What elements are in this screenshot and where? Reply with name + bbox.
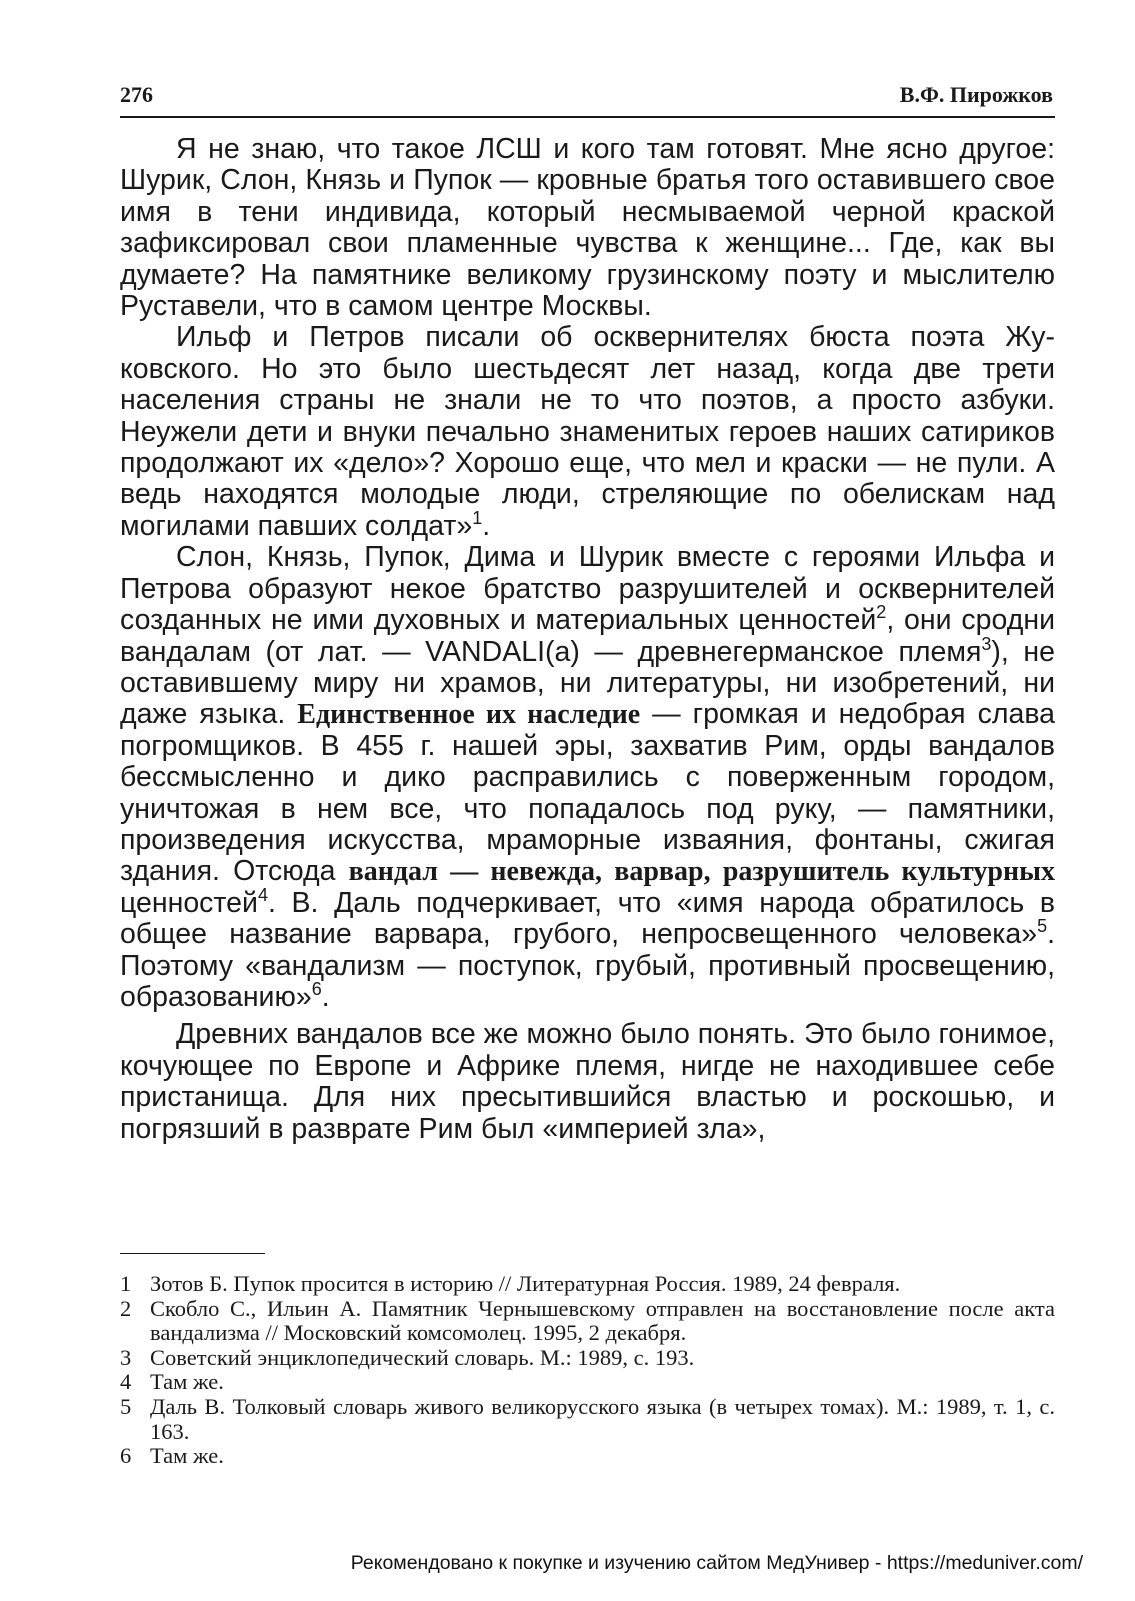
footnote-number: 5: [120, 1393, 132, 1419]
footnote-text: Скобло С., Ильин А. Памятник Чернышевскому отправлен на восстановление после акта вандализма // Московский комсомолец. 1995, 2 декабря.: [150, 1295, 1055, 1346]
footnote-text: Зотов Б. Пупок просится в историю // Литературная Россия. 1989, 24 февраля.: [150, 1271, 901, 1296]
footnote-number: 6: [120, 1443, 132, 1469]
paragraph-1: [120, 134, 1055, 322]
paragraph-4-text: Древних вандалов все же можно было понять. Это было гонимое, кочующее по Европе и Африке племя, нигде не находившее себе пристанища. Для них пресытившийся властью и роскошью, и погрязший в разврате Рим был «империей зла»,: [120, 1018, 1055, 1145]
paragraph-3-text-h: .: [321, 980, 330, 1013]
paragraph-1-text: Я не знаю, что такое ЛСШ и кого там готовят. Мне ясно другое: Шурик, Слон, Князь и Пупок — кровные братья того оставившего свое имя в тени индивида, который несмываемой черной краской зафиксировал свои пламенные чувства к женщине... Где, как вы думаете? На памятнике великому грузинскому поэту и мыслителю Руставели, что в самом центре Москвы.: [120, 133, 1055, 323]
paragraph-3: [120, 542, 1055, 1013]
footnote: [120, 1297, 1055, 1346]
footnote-text: Там же.: [150, 1369, 224, 1395]
main-text: [120, 134, 1055, 1145]
paragraph-3-text-d: — громкая и недобрая слава погромщиков. В 455 г. нашей эры, захватив Рим, орды вандалов бессмысленно и дико расправились с поверженным городом, уничтожая в нем все, что попадалось под руку, — памятники, произведения искусства, мраморные изваяния, фонтаны, сжигая здания. Отсюда: [120, 698, 1055, 888]
footnote-text: Даль В. Толковый словарь живого великорусского языка (в четырех томах). М.: 1989, т. 1, с. 163.: [150, 1393, 1055, 1444]
paragraph-3-text-e: ценностей: [120, 886, 258, 919]
paragraph-3-text-c: ), не оставившему миру ни храмов, ни литературы, ни изобретений, ни даже языка.: [120, 635, 1055, 731]
footnote-ref-6: 6: [311, 978, 322, 999]
footnote: [120, 1346, 1055, 1371]
footnote-text: Советский энциклопедический словарь. М.: 1989, с. 193.: [150, 1344, 695, 1370]
paragraph-2-text: Ильф и Петров писали об осквернителях бюста поэта Жуковского. Но это было шестьдесят лет назад, когда две трети населения страны не знали не то что поэтов, а просто азбуки. Неужели дети и внуки печально знаменитых героев наших сатириков продолжают их «дело»? Хорошо еще, что мел и краски — не пули. А ведь находятся молодые люди, стреляющие по обелискам над могилами павших солдат»: [120, 321, 1055, 542]
paragraph-3-text-f: . В. Даль подчеркивает, что «имя народа обратилось в общее название варвара, грубого, непросвещенного человека»: [120, 886, 1055, 951]
footnote-number: 4: [120, 1369, 132, 1395]
footnote-ref-1: 1: [472, 507, 483, 528]
bold-phrase-heritage: Единственное их наследие: [297, 699, 641, 731]
footnote: [120, 1395, 1055, 1444]
footnote-ref-2: 2: [876, 602, 887, 623]
footnote-number: 2: [120, 1295, 132, 1321]
footnote-ref-3: 3: [981, 633, 992, 654]
paragraph-3-text-a: Слон, Князь, Пупок, Дима и Шурик вместе с героями Ильфа и Петрова образуют некое братство разрушителей и осквернителей созданных не ими духовных и материальных ценностей: [120, 541, 1055, 637]
footnote: [120, 1444, 1055, 1469]
footnotes: [120, 1272, 1055, 1469]
running-header-author: В.Ф. Пирожков: [899, 82, 1053, 107]
paragraph-3-text-g: . Поэтому «вандализм — поступок, грубый, противный просвещению, образованию»: [120, 918, 1055, 1013]
footnote-text: Там же.: [150, 1443, 224, 1469]
bold-phrase-vandal-definition: вандал — невежда, варвар, разрушитель культурных: [348, 856, 1055, 888]
paragraph-2: [120, 322, 1055, 542]
footnote-divider: [120, 1253, 265, 1254]
running-header: [120, 80, 1055, 118]
footnote: [120, 1272, 1055, 1297]
footnote-ref-4: 4: [257, 884, 268, 905]
watermark: Рекомендовано к покупке и изучению сайтом МедУнивер - https://meduniver.com/: [350, 1552, 1083, 1574]
paragraph-4: [120, 1019, 1055, 1145]
footnote-number: 3: [120, 1344, 132, 1370]
paragraph-2-end: .: [482, 509, 491, 542]
footnote-ref-5: 5: [1037, 916, 1048, 937]
footnote: [120, 1370, 1055, 1395]
footnote-number: 1: [120, 1271, 132, 1296]
page-number: 276: [120, 82, 153, 107]
paragraph-3-text-b: , они сродни вандалам (от лат. — VANDALI(a) — древнегерманское племя: [120, 604, 1055, 668]
